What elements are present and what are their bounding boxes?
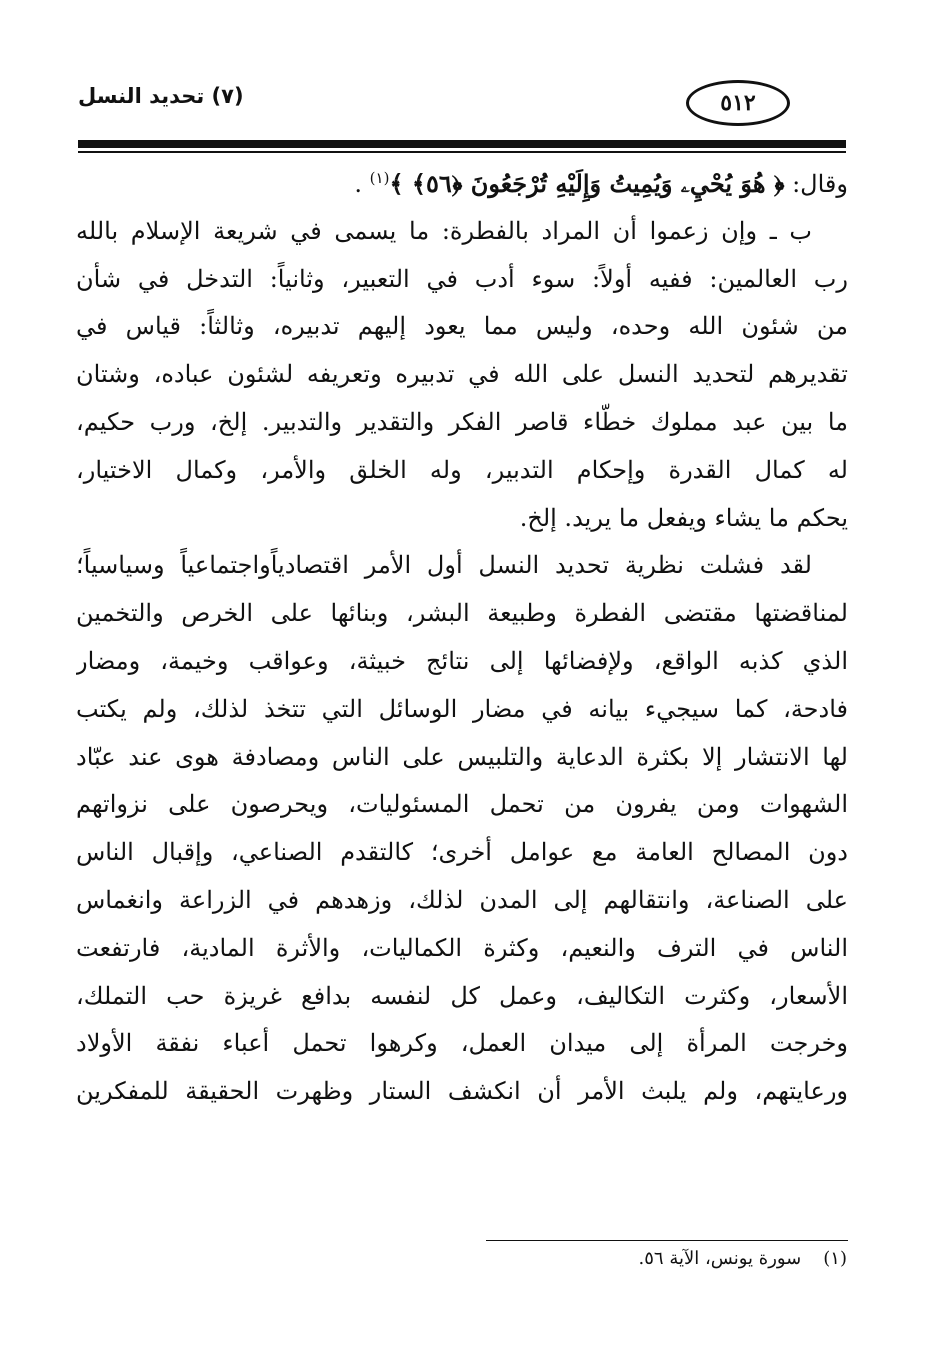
text-line-16: على الصناعة، وانتقالهم إلى المدن لذلك، وزهدهم في الزراعة وانغماس [76,885,848,914]
text-line-6: ما بين عبد مملوك خطّاء قاصر الفكر والتقدير والتدبير. إلخ، ورب حكيم، [76,407,848,436]
text-line-8: يحكم ما يشاء ويفعل ما يريد. إلخ. [519,503,848,532]
footnote-text: سورة يونس، الآية ٥٦. [638,1248,802,1269]
text-line-7: له كمال القدرة وإحكام التدبير، وله الخلق والأمر، وكمال الاختيار، [76,455,848,484]
text-line-14: الشهوات ومن يفرون من تحمل المسئوليات، ويحرصون على نزواتهم [76,790,848,819]
text-line-17: الناس في الترف والنعيم، وكثرة الكماليات، والأثرة المادية، فارتفعت [76,933,848,962]
quran-intro: وقال: [784,170,848,198]
text-line-9: لقد فشلت نظرية تحديد النسل أول الأمر اقتصادياًواجتماعياً وسياسياً؛ [76,551,812,580]
text-line-4: من شئون الله وحده، وليس مما يعود إليهم تدبيره، وثالثاً: قياس في [76,312,848,341]
text-line-3: رب العالمين: ففيه أولاً: سوء أدب في التعبير، وثانياً: التدخل في شأن [76,264,848,293]
page-number [686,80,790,126]
line-end: . [354,170,370,198]
footnote-rule [486,1240,848,1241]
main-text [76,160,848,1116]
text-line-20: ورعايتهم، ولم يلبث الأمر أن انكشف الستار وظهرت الحقيقة للمفكرين [76,1077,848,1106]
text-line-13: لها الانتشار إلا بكثرة الدعاية والتلبيس على الناس ومصادفة هوى عند عبّاد [76,742,848,771]
text-line-19: وخرجت المرأة إلى ميدان العمل، وكرهوا تحمل أعباء نفقة الأولاد [76,1029,848,1058]
footnote-ref: (١) [369,169,390,187]
text-line-18: الأسعار، وكثرت التكاليف، وعمل كل لنفسه بدافع غريزة حب التملك، [76,981,848,1010]
page-number-text: ٥١٢ [720,90,756,116]
running-title: (٧) تحديد النسل [78,84,244,108]
text-line-2: ب ـ وإن زعموا أن المراد بالفطرة: ما يسمى في شريعة الإسلام بالله [76,216,812,245]
text-line-15: دون المصالح العامة مع عوامل أخرى؛ كالتقدم الصناعي، وإقبال الناس [76,838,848,867]
quran-verse: ﴿ هُوَ يُحْيِۦ وَيُمِيتُ وَإِلَيْهِ تُرْجَعُونَ ﴿٥٦﴾ ﴾ [389,169,785,198]
text-line-12: فادحة، كما سيجيء بيانه في مضار الوسائل التي تتخذ لذلك، ولم يكتب [76,694,848,723]
text-line-1 [76,160,848,208]
header-rule-thick [78,140,846,148]
text-line-5: تقديرهم لتحديد النسل على الله في تدبيره وتعريفه لشئون عباده، وشتان [76,360,848,389]
header-rule-thin [78,151,846,153]
text-line-10: لمناقضتها مقتضى الفطرة وطبيعة البشر، وبنائها على الخرص والتخمين [76,599,848,628]
footnote-number: (١) [823,1248,847,1269]
footnote [639,1248,847,1269]
text-line-11: الذي كذبه الواقع، ولإفضائها إلى نتائج خبيثة، وعواقب وخيمة، ومضار [76,646,848,675]
